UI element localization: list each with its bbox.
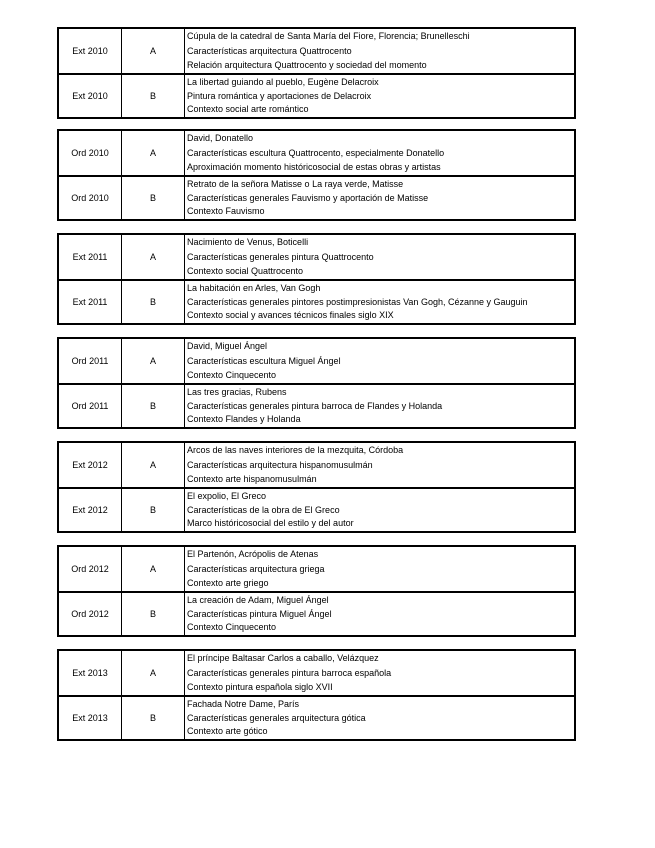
description-line: David, Miguel Ángel bbox=[187, 341, 268, 351]
description-line: La libertad guiando al pueblo, Eugène Delacroix bbox=[187, 77, 379, 87]
exam-cell: Ext 2010 bbox=[59, 75, 122, 117]
description-line: Características generales pintura Quattrocento bbox=[187, 251, 374, 262]
option-cell: A bbox=[122, 547, 185, 591]
option-cell: B bbox=[122, 75, 185, 117]
description-line: Características arquitectura hispanomusulmán bbox=[187, 459, 373, 470]
exam-cell: Ext 2011 bbox=[59, 281, 122, 323]
exam-cell: Ord 2012 bbox=[59, 547, 122, 591]
option-cell: B bbox=[122, 697, 185, 739]
table-row bbox=[59, 383, 574, 427]
description-line: Cúpula de la catedral de Santa María del Fiore, Florencia; Brunelleschi bbox=[187, 31, 470, 41]
description-line: Contexto Fauvismo bbox=[187, 206, 265, 217]
option-cell: B bbox=[122, 593, 185, 635]
table-row bbox=[59, 487, 574, 531]
option-cell: B bbox=[122, 385, 185, 427]
exam-cell: Ord 2012 bbox=[59, 593, 122, 635]
description-cell bbox=[185, 697, 574, 739]
description-line: Características arquitectura Quattrocento bbox=[187, 45, 352, 56]
description-line: Características generales pintura barroca española bbox=[187, 667, 392, 678]
description-line: El expolio, El Greco bbox=[187, 491, 267, 501]
table-row bbox=[59, 235, 574, 279]
exam-group bbox=[57, 441, 576, 533]
exam-cell: Ord 2011 bbox=[59, 339, 122, 383]
description-line: Características escultura Miguel Ángel bbox=[187, 355, 341, 366]
option-cell: A bbox=[122, 29, 185, 73]
exam-cell: Ext 2011 bbox=[59, 235, 122, 279]
option-cell: A bbox=[122, 443, 185, 487]
description-line: Nacimiento de Venus, Boticelli bbox=[187, 237, 309, 247]
description-cell bbox=[185, 75, 574, 117]
description-cell bbox=[185, 281, 574, 323]
description-cell bbox=[185, 593, 574, 635]
table-row bbox=[59, 73, 574, 117]
exam-group bbox=[57, 27, 576, 119]
exam-cell: Ext 2013 bbox=[59, 651, 122, 695]
description-line: El príncipe Baltasar Carlos a caballo, Velázquez bbox=[187, 653, 379, 663]
description-line: Pintura romántica y aportaciones de Delacroix bbox=[187, 90, 372, 101]
table-row bbox=[59, 131, 574, 175]
description-line: Marco históricosocial del estilo y del autor bbox=[187, 518, 354, 529]
description-cell bbox=[185, 131, 574, 175]
description-line: El Partenón, Acrópolis de Atenas bbox=[187, 549, 319, 559]
option-cell: A bbox=[122, 235, 185, 279]
table-row bbox=[59, 29, 574, 73]
description-line: Contexto social Quattrocento bbox=[187, 266, 304, 276]
description-line: Características arquitectura griega bbox=[187, 563, 325, 574]
exam-cell: Ext 2013 bbox=[59, 697, 122, 739]
description-line: Contexto social arte romántico bbox=[187, 104, 309, 115]
description-line: Arcos de las naves interiores de la mezquita, Córdoba bbox=[187, 445, 404, 455]
description-line: Características pintura Miguel Ángel bbox=[187, 608, 332, 619]
exam-cell: Ext 2012 bbox=[59, 443, 122, 487]
description-line: Retrato de la señora Matisse o La raya verde, Matisse bbox=[187, 179, 404, 189]
description-line: Contexto Flandes y Holanda bbox=[187, 414, 301, 425]
table-row bbox=[59, 443, 574, 487]
description-line: Contexto arte hispanomusulmán bbox=[187, 474, 317, 484]
description-cell bbox=[185, 339, 574, 383]
exam-group bbox=[57, 649, 576, 741]
description-line: David, Donatello bbox=[187, 133, 254, 143]
description-line: Fachada Notre Dame, París bbox=[187, 699, 300, 709]
exam-cell: Ext 2012 bbox=[59, 489, 122, 531]
description-cell bbox=[185, 443, 574, 487]
description-line: Características generales Fauvismo y aportación de Matisse bbox=[187, 192, 429, 203]
description-line: Contexto arte gótico bbox=[187, 726, 268, 737]
option-cell: A bbox=[122, 339, 185, 383]
exam-cell: Ord 2011 bbox=[59, 385, 122, 427]
description-line: Contexto social y avances técnicos finales siglo XIX bbox=[187, 310, 394, 321]
description-cell bbox=[185, 235, 574, 279]
description-line: La habitación en Arles, Van Gogh bbox=[187, 283, 321, 293]
option-cell: A bbox=[122, 131, 185, 175]
exam-group bbox=[57, 233, 576, 325]
table-row bbox=[59, 175, 574, 219]
exam-group bbox=[57, 129, 576, 221]
table-row bbox=[59, 695, 574, 739]
description-cell bbox=[185, 385, 574, 427]
description-line: Contexto pintura española siglo XVII bbox=[187, 682, 333, 692]
table-row bbox=[59, 651, 574, 695]
description-cell bbox=[185, 489, 574, 531]
description-cell bbox=[185, 651, 574, 695]
description-line: Contexto Cinquecento bbox=[187, 622, 277, 633]
description-line: Características generales pintura barroca de Flandes y Holanda bbox=[187, 400, 443, 411]
description-line: Relación arquitectura Quattrocento y sociedad del momento bbox=[187, 60, 427, 70]
table-row bbox=[59, 279, 574, 323]
exam-cell: Ord 2010 bbox=[59, 177, 122, 219]
table-row bbox=[59, 339, 574, 383]
description-line: Contexto arte griego bbox=[187, 578, 269, 588]
option-cell: B bbox=[122, 489, 185, 531]
description-cell bbox=[185, 29, 574, 73]
exam-group bbox=[57, 545, 576, 637]
description-line: Características generales arquitectura gótica bbox=[187, 712, 366, 723]
description-cell bbox=[185, 547, 574, 591]
exam-cell: Ext 2010 bbox=[59, 29, 122, 73]
table-row bbox=[59, 547, 574, 591]
description-line: Contexto Cinquecento bbox=[187, 370, 277, 380]
description-line: Características escultura Quattrocento, especialmente Donatello bbox=[187, 147, 445, 158]
description-cell bbox=[185, 177, 574, 219]
option-cell: B bbox=[122, 281, 185, 323]
description-line: Características de la obra de El Greco bbox=[187, 504, 340, 515]
option-cell: B bbox=[122, 177, 185, 219]
option-cell: A bbox=[122, 651, 185, 695]
description-line: La creación de Adam, Miguel Ángel bbox=[187, 595, 329, 605]
table-row bbox=[59, 591, 574, 635]
description-line: Aproximación momento históricosocial de estas obras y artistas bbox=[187, 162, 441, 172]
exam-group bbox=[57, 337, 576, 429]
description-line: Las tres gracias, Rubens bbox=[187, 387, 287, 397]
description-line: Características generales pintores postimpresionistas Van Gogh, Cézanne y Gauguin bbox=[187, 296, 528, 307]
exam-cell: Ord 2010 bbox=[59, 131, 122, 175]
